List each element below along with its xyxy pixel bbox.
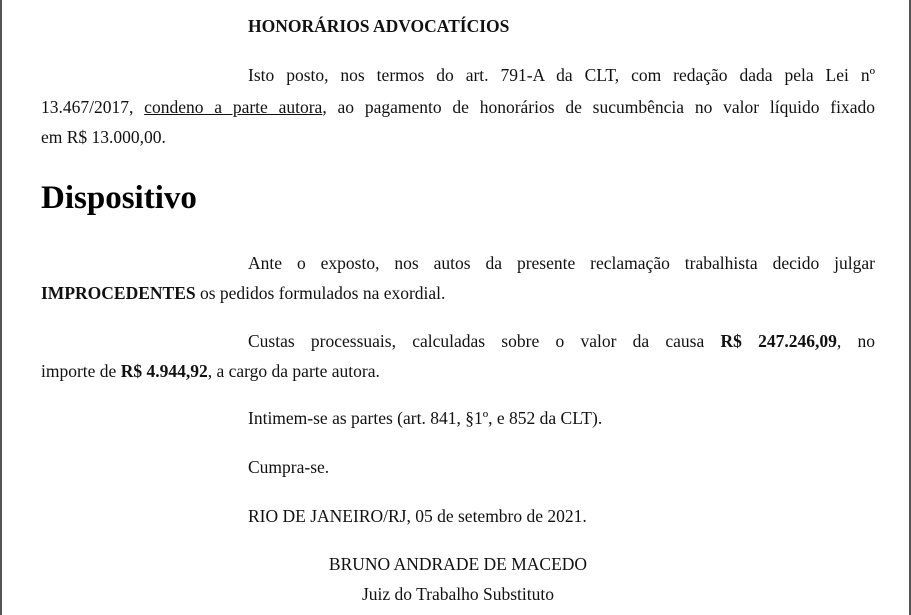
honorarios-paragraph-line-3 bbox=[41, 127, 875, 148]
honorarios-paragraph-line-2 bbox=[41, 97, 875, 118]
section-heading-dispositivo bbox=[41, 180, 875, 217]
signer-title: Juiz do Trabalho Substituto bbox=[361, 584, 555, 604]
dispositivo-paragraph2-line-2 bbox=[41, 361, 875, 382]
underlined-phrase: condeno a parte autora bbox=[144, 97, 323, 117]
dispositivo-paragraph1-line-1 bbox=[41, 253, 875, 274]
place-date-line bbox=[41, 506, 875, 527]
paragraph-text: os pedidos formulados na exordial. bbox=[195, 283, 446, 303]
paragraph-text: , no bbox=[836, 331, 876, 351]
paragraph-text: em R$ 13.000,00. bbox=[41, 127, 166, 147]
heading-text: HONORÁRIOS ADVOCATÍCIOS bbox=[248, 16, 510, 36]
dispositivo-paragraph1-line-2 bbox=[41, 283, 875, 304]
paragraph-text: Custas processuais, calculadas sobre o valor da causa bbox=[248, 331, 721, 351]
paragraph-text: Isto posto, nos termos do art. 791-A da CLT, com redação dada pela Lei nº bbox=[248, 65, 875, 85]
paragraph-text: 13.467/2017, bbox=[41, 97, 145, 117]
paragraph-text: Cumpra-se. bbox=[248, 457, 330, 477]
cumpra-line bbox=[41, 457, 875, 478]
paragraph-text: , a cargo da parte autora. bbox=[207, 361, 380, 381]
bold-verdict: IMPROCEDENTES bbox=[41, 283, 196, 303]
signer-name: BRUNO ANDRADE DE MACEDO bbox=[328, 554, 588, 574]
paragraph-text: Intimem-se as partes (art. 841, §1º, e 852 da CLT). bbox=[248, 408, 603, 428]
paragraph-text: , ao pagamento de honorários de sucumbência no valor líquido fixado bbox=[322, 97, 875, 117]
heading-text: Dispositivo bbox=[41, 180, 197, 216]
section-heading-honorarios bbox=[41, 16, 875, 37]
paragraph-text: importe de bbox=[41, 361, 121, 381]
place-date: RIO DE JANEIRO/RJ, 05 de setembro de 2021. bbox=[248, 506, 587, 526]
signature-title bbox=[308, 584, 608, 605]
dispositivo-paragraph2-line-1 bbox=[41, 331, 875, 352]
intimem-line bbox=[41, 408, 875, 429]
bold-amount: R$ 4.944,92 bbox=[120, 361, 208, 381]
signature-name bbox=[308, 554, 608, 575]
paragraph-text: Ante o exposto, nos autos da presente reclamação trabalhista decido julgar bbox=[248, 253, 875, 273]
bold-amount: R$ 247.246,09 bbox=[720, 331, 837, 351]
honorarios-paragraph-line-1 bbox=[41, 65, 875, 86]
